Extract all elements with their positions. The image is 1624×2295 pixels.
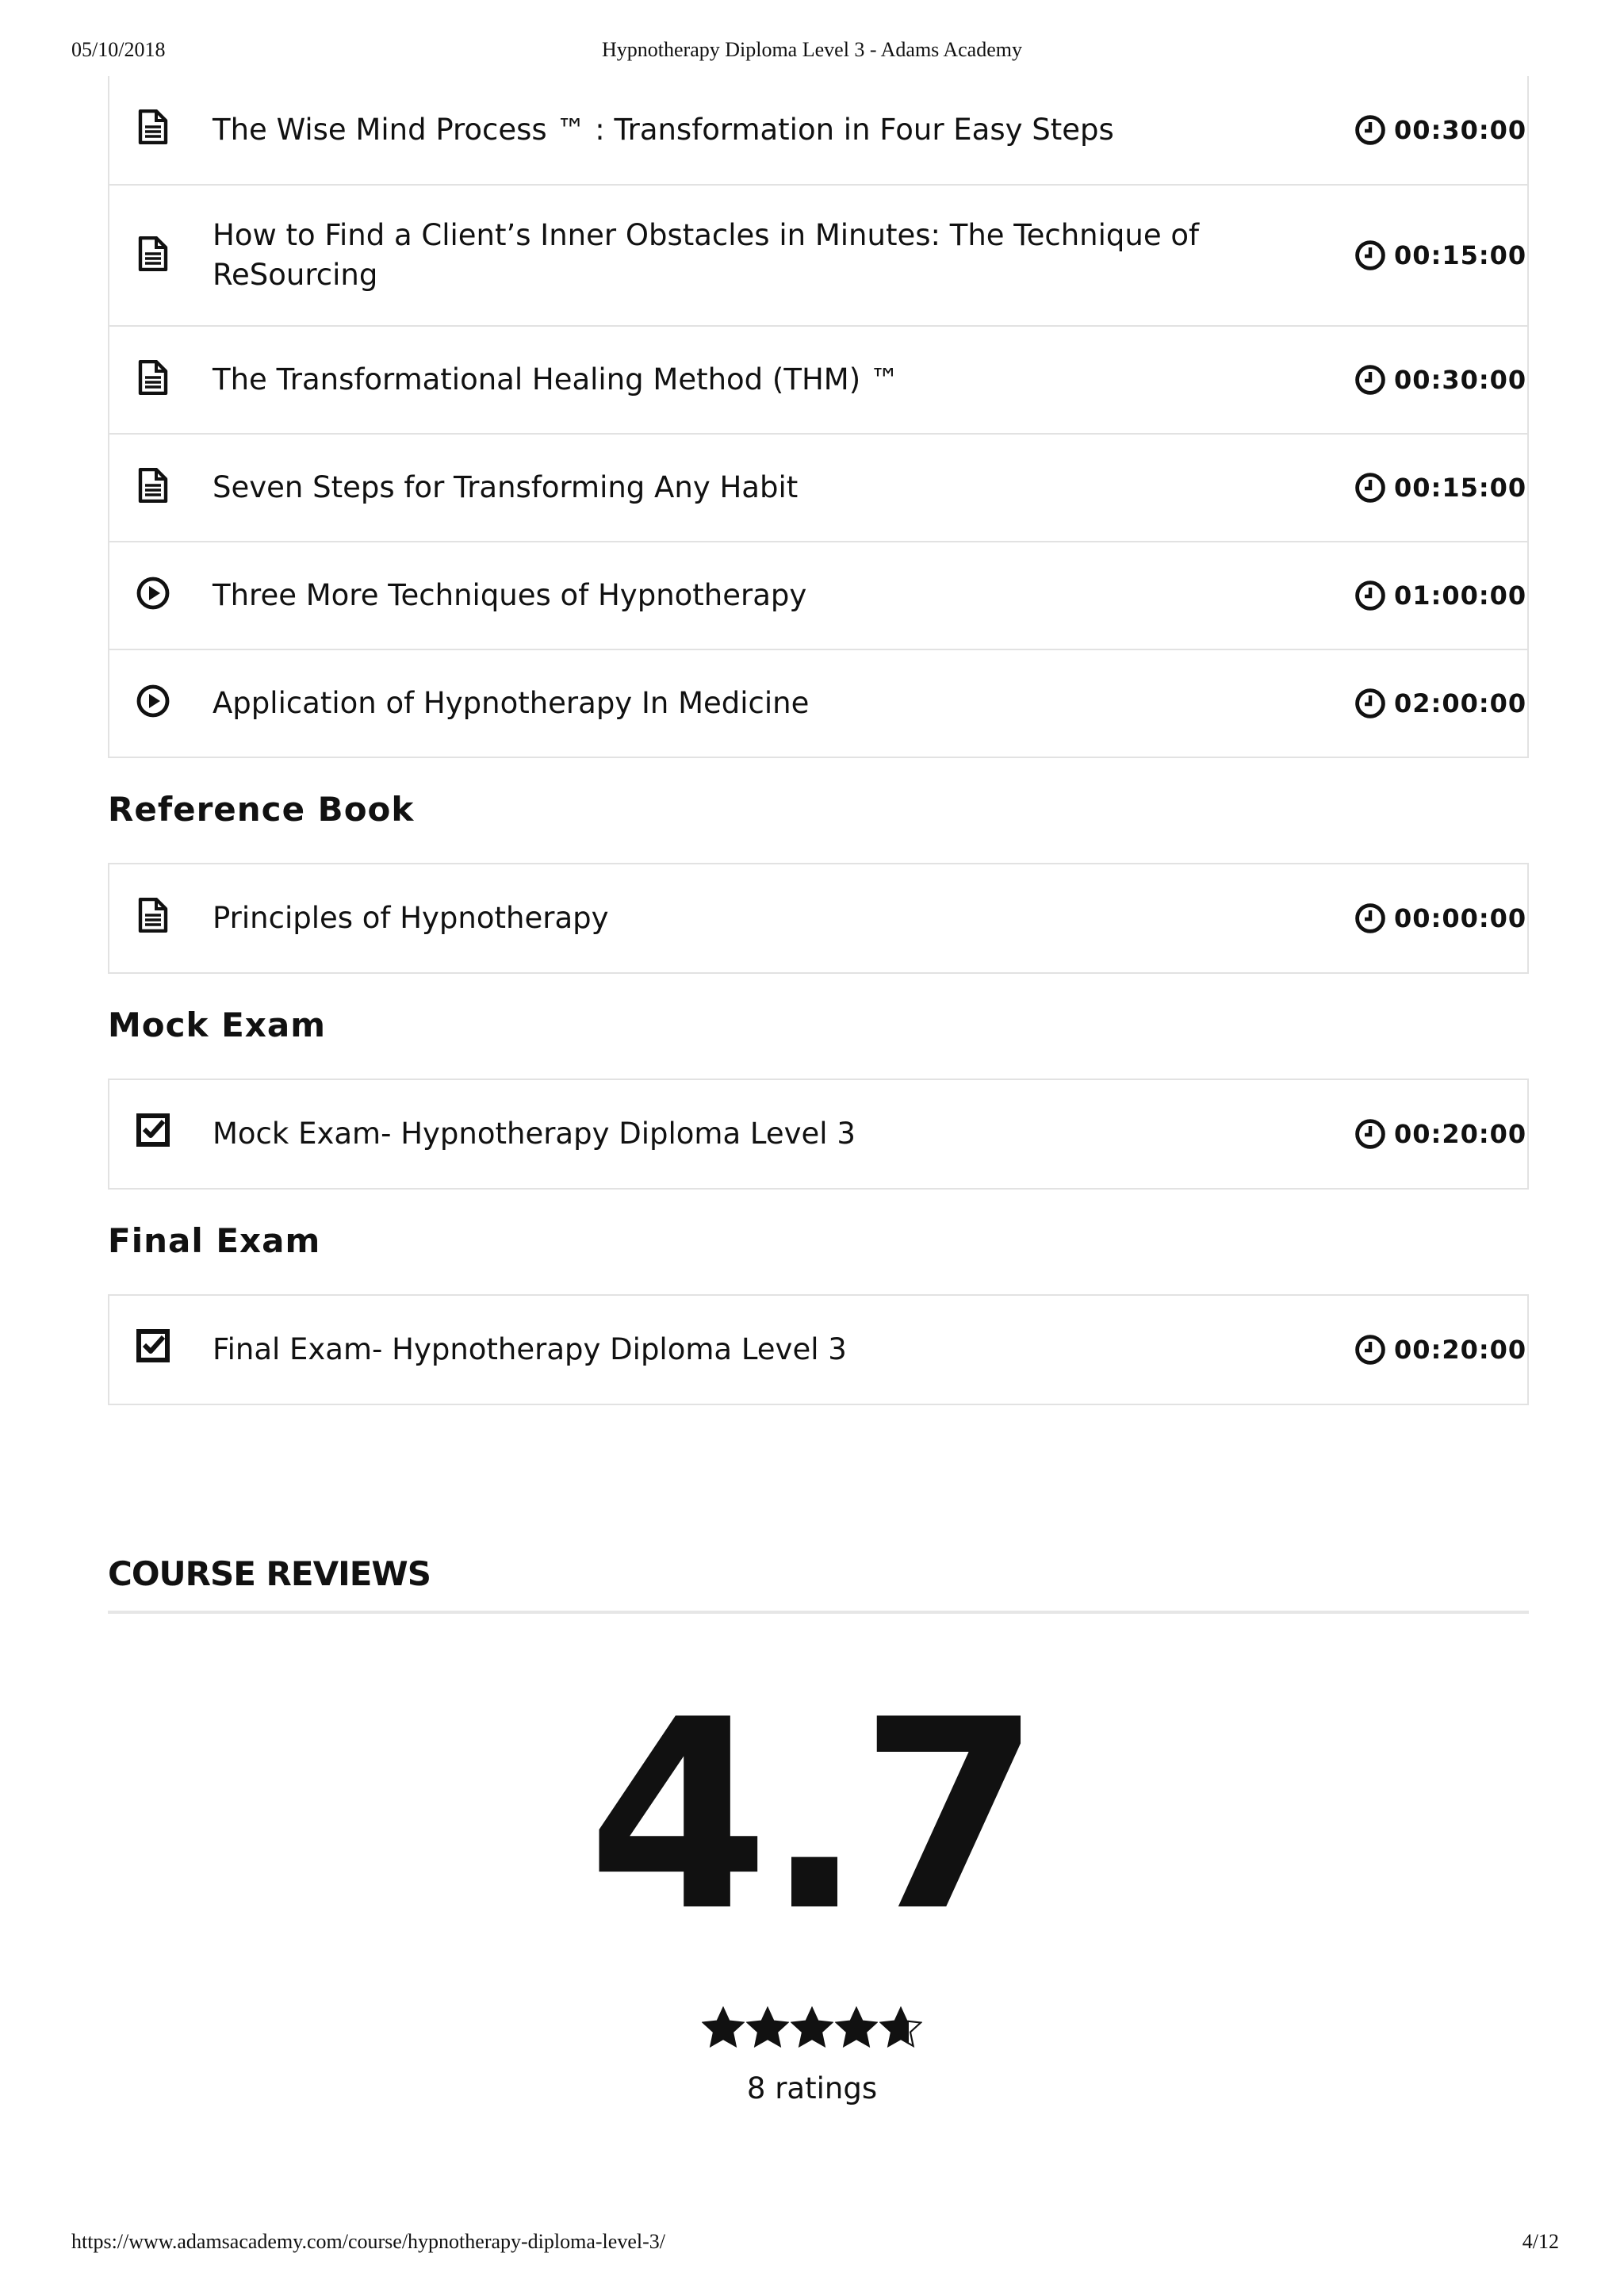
print-page-number: 4/12 — [1522, 2230, 1559, 2253]
clock-icon — [1346, 472, 1394, 504]
star-icon — [791, 2006, 833, 2051]
lesson-row[interactable] — [109, 184, 1527, 325]
lesson-row[interactable] — [109, 541, 1527, 649]
star-icon — [746, 2006, 789, 2051]
play-circle-icon — [109, 650, 197, 757]
clock-icon — [1346, 688, 1394, 719]
lesson-row[interactable] — [109, 1080, 1527, 1188]
rating-count: 8 ratings — [746, 2071, 878, 2105]
curriculum — [108, 76, 1529, 1405]
document-icon — [109, 76, 197, 184]
lesson-title[interactable]: Principles of Hypnotherapy — [213, 901, 609, 935]
clock-icon — [1346, 902, 1394, 934]
print-footer — [0, 2230, 1624, 2278]
clock-icon — [1346, 1334, 1394, 1366]
lesson-title[interactable]: The Wise Mind Process ™ : Transformation in Four Easy Steps — [213, 113, 1114, 147]
lesson-duration: 00:30:00 — [1394, 115, 1527, 145]
document-icon — [109, 435, 197, 541]
lesson-list — [108, 76, 1529, 758]
lesson-list — [108, 863, 1529, 974]
lesson-duration: 01:00:00 — [1394, 580, 1527, 611]
lesson-row[interactable] — [109, 864, 1527, 972]
lesson-title[interactable]: Three More Techniques of Hypnotherapy — [213, 578, 807, 612]
section-heading: Reference Book — [108, 790, 415, 829]
document-icon — [109, 327, 197, 433]
lesson-title[interactable]: Mock Exam- Hypnotherapy Diploma Level 3 — [213, 1117, 856, 1151]
quiz-check-icon — [109, 1296, 197, 1404]
star-icon — [702, 2006, 745, 2051]
lesson-row[interactable] — [109, 1296, 1527, 1404]
curriculum-sections — [108, 790, 1529, 1405]
average-rating: 4.7 — [587, 1664, 1037, 1968]
star-rating — [0, 2006, 1624, 2051]
lesson-list — [108, 1294, 1529, 1405]
lesson-row[interactable] — [109, 325, 1527, 433]
lesson-duration: 00:20:00 — [1394, 1335, 1527, 1365]
lesson-row[interactable] — [109, 433, 1527, 541]
course-reviews-heading: COURSE REVIEWS — [108, 1554, 1529, 1614]
star-icon — [879, 2006, 922, 2051]
quiz-check-icon — [109, 1080, 197, 1188]
lesson-duration: 00:20:00 — [1394, 1119, 1527, 1149]
clock-icon — [1346, 239, 1394, 271]
section-heading: Final Exam — [108, 1221, 321, 1260]
lesson-duration: 00:15:00 — [1394, 240, 1527, 270]
clock-icon — [1346, 1118, 1394, 1150]
lesson-title[interactable]: Seven Steps for Transforming Any Habit — [213, 470, 799, 504]
print-page-title: Hypnotherapy Diploma Level 3 - Adams Academy — [602, 38, 1022, 61]
star-icon — [835, 2006, 878, 2051]
clock-icon — [1346, 580, 1394, 611]
lesson-title[interactable]: Application of Hypnotherapy In Medicine — [213, 686, 810, 720]
lesson-duration: 02:00:00 — [1394, 688, 1527, 718]
lesson-row[interactable] — [109, 76, 1527, 184]
lesson-duration: 00:00:00 — [1394, 903, 1527, 933]
lesson-title[interactable]: The Transformational Healing Method (THM) ™ — [213, 362, 899, 397]
play-circle-icon — [109, 542, 197, 649]
section-heading: Mock Exam — [108, 1006, 326, 1044]
lesson-duration: 00:15:00 — [1394, 473, 1527, 503]
print-url: https://www.adamsacademy.com/course/hypnotherapy-diploma-level-3/ — [71, 2230, 665, 2253]
lesson-duration: 00:30:00 — [1394, 365, 1527, 395]
lesson-title[interactable]: How to Find a Client’s Inner Obstacles in Minutes: The Technique of ReSourcing — [213, 218, 1200, 292]
lesson-row[interactable] — [109, 649, 1527, 757]
document-icon — [109, 186, 197, 325]
clock-icon — [1346, 364, 1394, 396]
clock-icon — [1346, 114, 1394, 146]
document-icon — [109, 864, 197, 972]
lesson-list — [108, 1079, 1529, 1190]
lesson-title[interactable]: Final Exam- Hypnotherapy Diploma Level 3 — [213, 1332, 847, 1366]
print-date: 05/10/2018 — [71, 38, 166, 61]
